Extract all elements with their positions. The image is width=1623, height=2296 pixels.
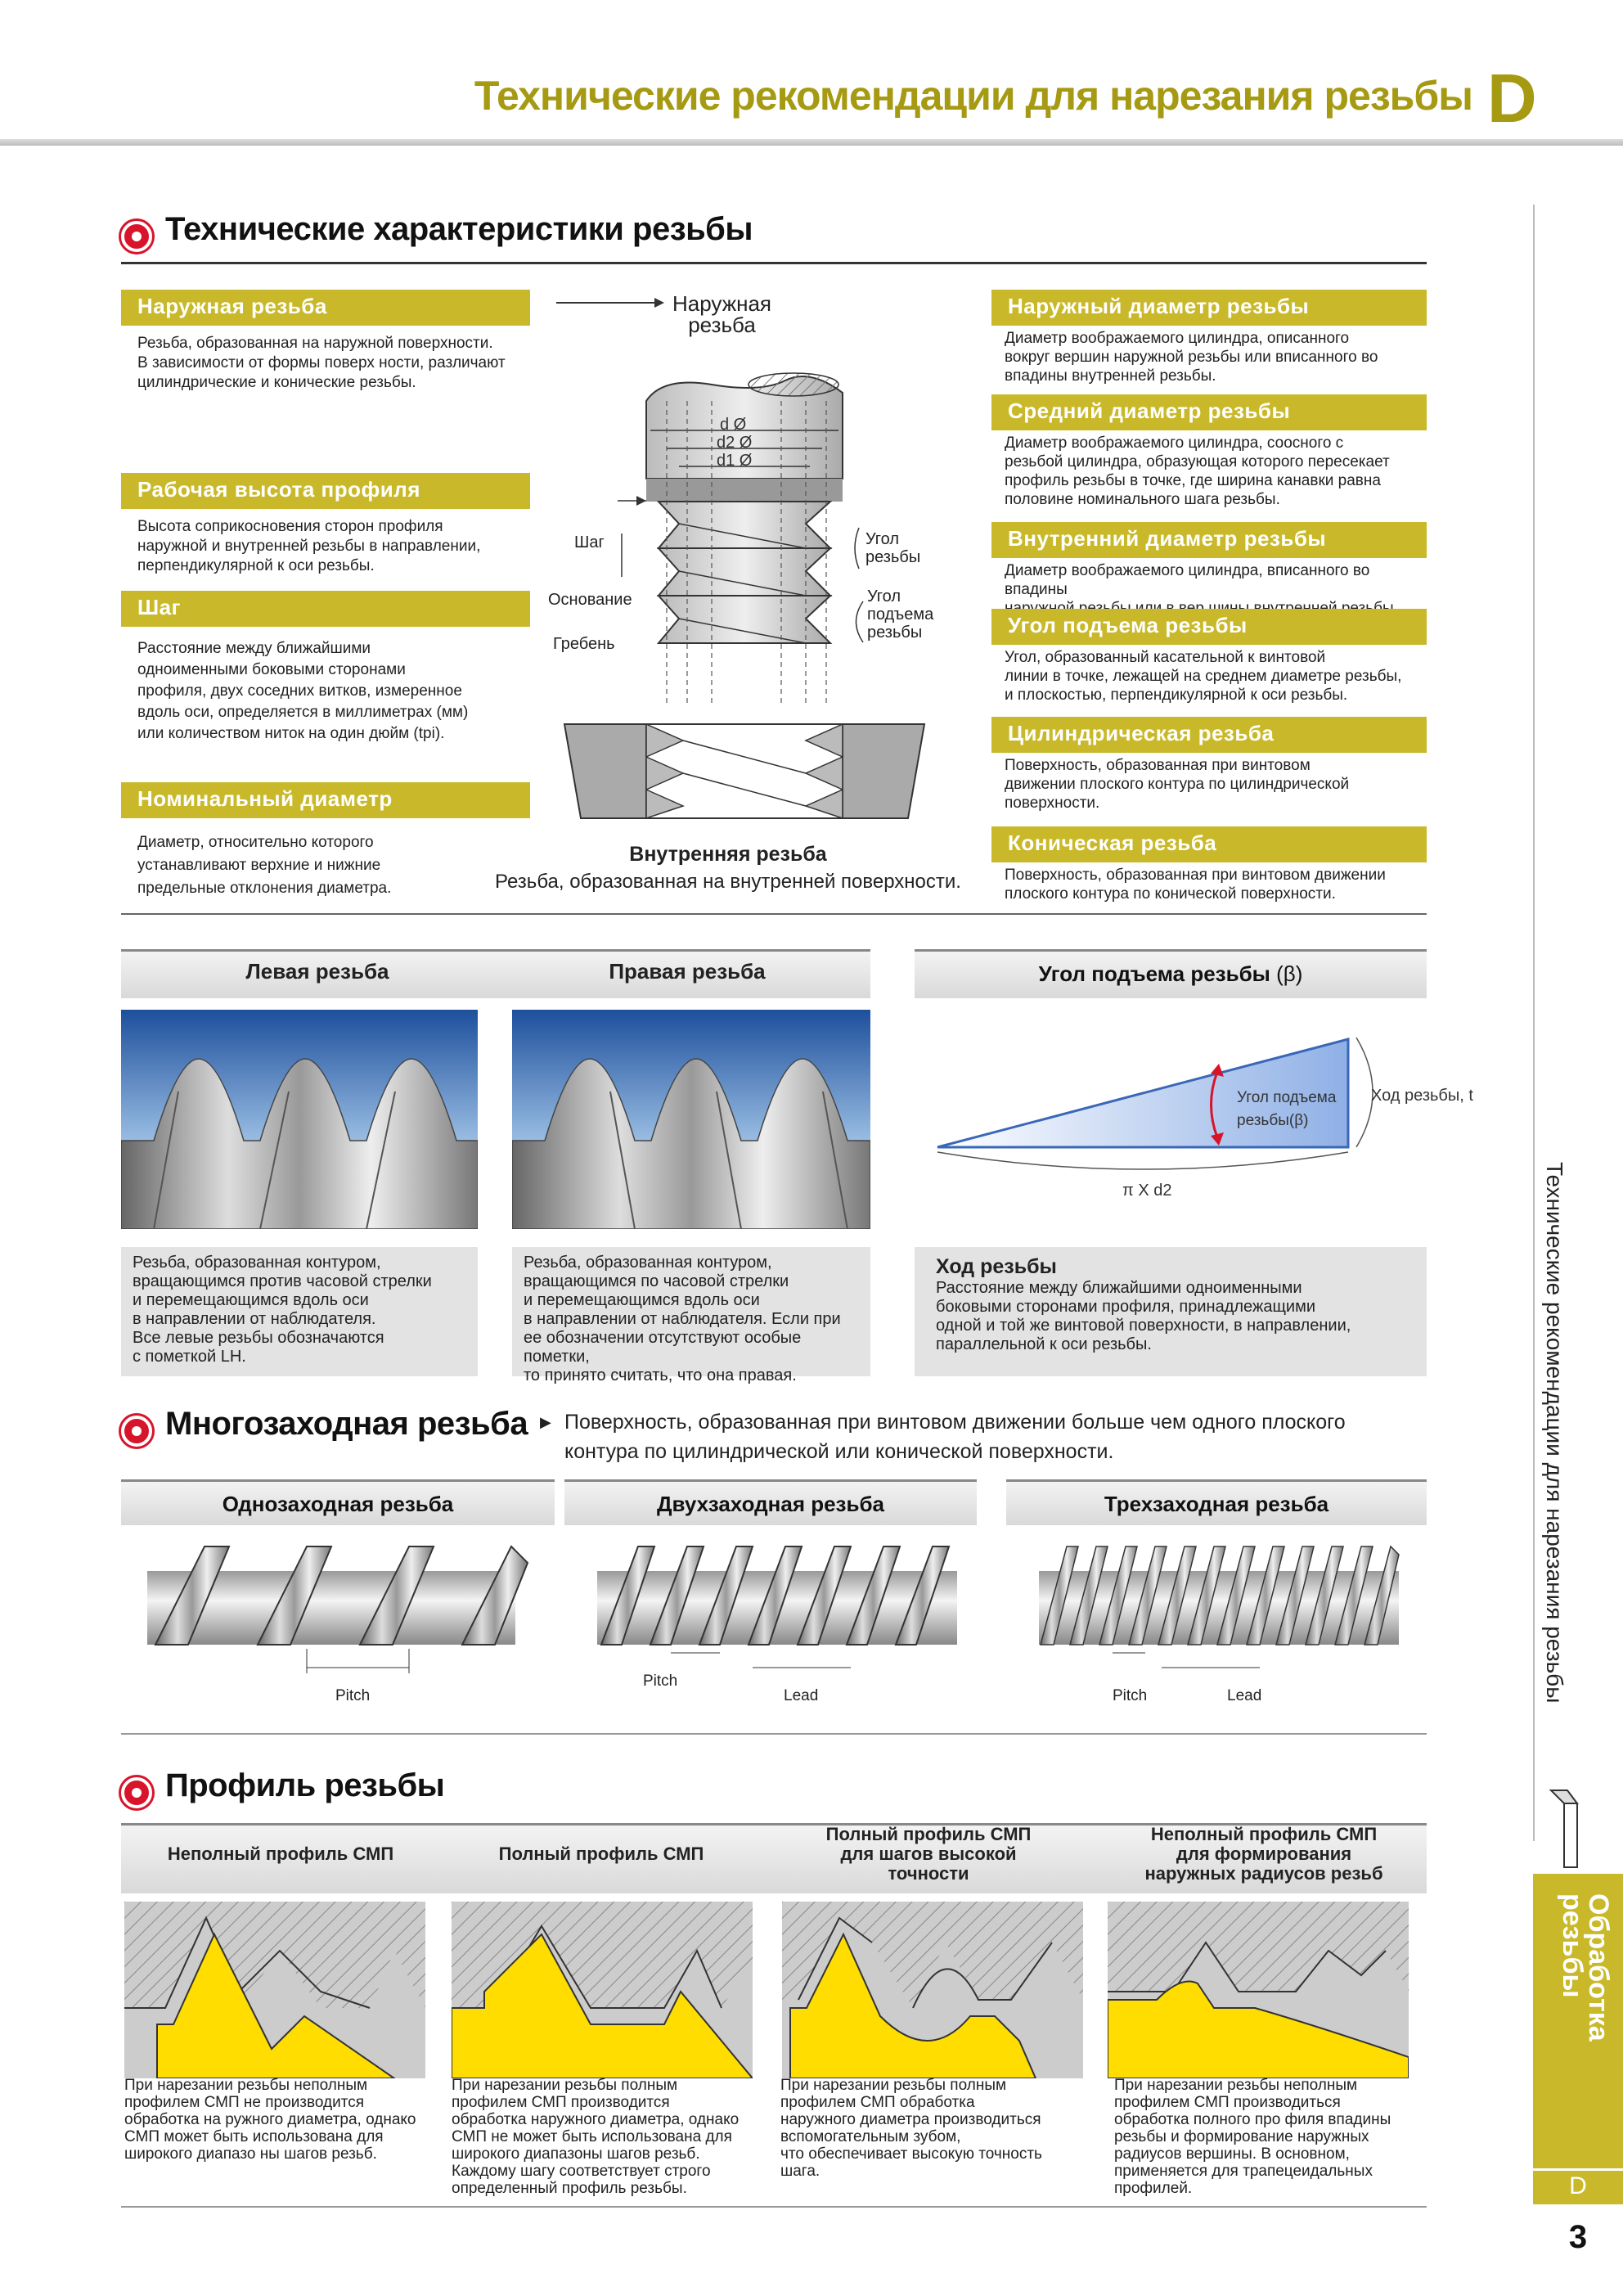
def-title: Средний диаметр резьбы bbox=[991, 394, 1427, 430]
profile-title-2: Полный профиль СМП bbox=[498, 1844, 704, 1864]
def-text: Диаметр воображаемого цилиндра, соосного с резьбой цилиндра, образующая которого пересекает профиль резьбы в точке, где ширина канавки равна половине номинального шага резьбы. bbox=[1005, 434, 1390, 508]
section-rule bbox=[121, 262, 1427, 264]
sidebar-letter: D bbox=[1533, 2168, 1623, 2204]
def-minor-diameter bbox=[991, 522, 1427, 618]
multi-header-2: Двухзаходная резьба bbox=[564, 1479, 977, 1525]
def-title: Цилиндрическая резьба bbox=[991, 717, 1427, 753]
diagram-angle: Угол резьбы bbox=[865, 530, 921, 566]
def-title: Угол подъема резьбы bbox=[991, 609, 1427, 645]
diagram-ext-label: Наружная резьба bbox=[672, 291, 771, 337]
chapter-letter: D bbox=[1487, 60, 1537, 137]
profile-text-2: При нарезании резьбы полным профилем СМП производится обработка наружного диаметра, однако СМП не может быть использована для широкого диапазоны шагов резьб. Каждому шагу соответствует строго определенный профиль резьбы. bbox=[452, 2077, 740, 2197]
def-title: Наружный диаметр резьбы bbox=[991, 290, 1427, 326]
diagram-lead-angle: Угол подъема резьбы bbox=[867, 588, 934, 642]
def-text: Диаметр воображаемого цилиндра, описанного вокруг вершин наружной резьбы или вписанного во впадины внутренней резьбы. bbox=[1005, 330, 1378, 385]
def-pitch bbox=[121, 591, 530, 745]
def-title: Номинальный диаметр bbox=[121, 782, 530, 818]
lead-box-text: Расстояние между ближайшими одноименными боковыми сторонами профиля, принадлежащими одной и той же винтовой поверхности, в направлении, параллельной к оси резьбы. bbox=[936, 1279, 1351, 1353]
section-rule-multi bbox=[121, 1733, 1427, 1735]
section-title-multi: Многозаходная резьба bbox=[121, 1406, 528, 1447]
def-major-diameter bbox=[991, 290, 1427, 385]
profile-image-4 bbox=[1108, 1902, 1409, 2078]
def-text: Поверхность, образованная при винтовом движении плоского контура по цилиндрической поверхности. bbox=[1005, 757, 1350, 812]
double-pitch-label: Pitch bbox=[643, 1672, 678, 1690]
lead-box bbox=[915, 1247, 1427, 1376]
single-pitch-label: Pitch bbox=[335, 1687, 371, 1704]
page-number: 3 bbox=[1568, 2219, 1588, 2255]
diagram-base: Основание bbox=[548, 591, 632, 609]
def-title: Внутренний диаметр резьбы bbox=[991, 522, 1427, 558]
left-hand-text: Резьба, образованная контуром, вращающимся против часовой стрелки и перемещающимся вдоль оси в направлении от наблюдателя. Все левые резьбы обозначаются с пометкой LH. bbox=[121, 1247, 478, 1376]
triple-pitch-label: Pitch bbox=[1113, 1687, 1148, 1704]
def-text: Высота соприкосновения сторон профиля наружной и внутренней резьбы в направлении, перпендикулярной к оси резьбы. bbox=[137, 518, 481, 574]
double-start-image bbox=[589, 1530, 965, 1694]
double-lead-label: Lead bbox=[784, 1687, 819, 1704]
multi-intro-text: Поверхность, образованная при винтовом движении больше чем одного плоского контура по цилиндрической или конической поверхности. bbox=[564, 1411, 1346, 1463]
def-profile-height bbox=[121, 473, 530, 576]
section-rule-bottom bbox=[121, 913, 1427, 915]
def-external-thread bbox=[121, 290, 530, 393]
profile-text-4: При нарезании резьбы неполным профилем СМП производиться обработка полного про филя впадины резьбы и формирование наружных радиусов вершины. В основном, применяется для трапецеидальных профилей. bbox=[1114, 2077, 1391, 2197]
lead-angle-header bbox=[915, 949, 1427, 998]
def-text: Угол, образованный касательной к винтовой линии в точке, лежащей на среднем диаметре резьбы, и плоскостью, перпендикулярной к оси резьбы. bbox=[1005, 649, 1402, 704]
diagram-pitch: Шаг bbox=[574, 533, 605, 551]
profile-text-3: При нарезании резьбы полным профилем СМП обработка наружного диаметра производиться вспомогательным зубом, что обеспечивает высокую точность шага. bbox=[780, 2077, 1042, 2180]
thread-diagram bbox=[524, 278, 998, 851]
profile-text-1: При нарезании резьбы неполным профилем СМП не производится обработка на ружного диаметра, однако СМП может быть использована для широкого диапазо ны шагов резьб. bbox=[124, 2077, 416, 2163]
profile-title-3: Полный профиль СМП для шагов высокой точности bbox=[825, 1824, 1032, 1884]
lead-angle-label: Угол подъема резьбы(β) bbox=[1237, 1089, 1337, 1129]
sidebar-vertical-text: Технические рекомендации для нарезания резьбы bbox=[1542, 1162, 1567, 1704]
triple-start-image bbox=[1031, 1530, 1407, 1694]
tool-icon bbox=[1546, 1787, 1595, 1869]
lead-box-title: Ход резьбы bbox=[936, 1255, 1057, 1278]
bullet-icon bbox=[121, 221, 152, 252]
diagram-d: d Ø bbox=[720, 416, 747, 434]
diagram-d2: d2 Ø bbox=[717, 434, 753, 452]
sidebar-line bbox=[1533, 205, 1535, 1841]
lead-angle-beta: (β) bbox=[1276, 961, 1303, 986]
triple-lead-label: Lead bbox=[1227, 1687, 1262, 1704]
multi-header-1: Однозаходная резьба bbox=[121, 1479, 555, 1525]
def-lead-angle bbox=[991, 609, 1427, 705]
def-text: Резьба, образованная на наружной поверхности. В зависимости от формы поверх ности, различают цилиндрические и конические резьбы. bbox=[137, 335, 506, 391]
def-title: Наружная резьба bbox=[121, 290, 530, 326]
section-rule-profile bbox=[121, 2206, 1427, 2208]
def-pitch-diameter bbox=[991, 394, 1427, 509]
internal-thread-text: Резьба, образованная на внутренней поверхности. bbox=[495, 871, 961, 893]
multi-header-3: Трехзаходная резьба bbox=[1006, 1479, 1427, 1525]
def-title: Рабочая высота профиля bbox=[121, 473, 530, 509]
profile-title-4: Неполный профиль СМП для формирования наружных радиусов резьб bbox=[1144, 1824, 1383, 1884]
left-hand-image bbox=[121, 1010, 478, 1229]
bullet-icon bbox=[121, 1416, 152, 1447]
diagram-crest: Гребень bbox=[553, 635, 615, 653]
section-title-profile: Профиль резьбы bbox=[121, 1767, 444, 1808]
right-hand-text: Резьба, образованная контуром, вращающимся по часовой стрелки и перемещающимся вдоль оси в направлении от наблюдателя. Если при ее обозначении отсутствуют особые пометки, то принято считать, что она правая. bbox=[512, 1247, 870, 1376]
section-title-tech: Технические характеристики резьбы bbox=[121, 211, 753, 252]
lead-angle-diagram bbox=[915, 1015, 1427, 1203]
profile-image-1 bbox=[124, 1902, 425, 2078]
def-text: Диаметр воображаемого цилиндра, вписанного во впадины bbox=[1005, 562, 1370, 598]
def-title: Коническая резьба bbox=[991, 826, 1427, 862]
profile-image-2 bbox=[452, 1902, 753, 2078]
def-title: Шаг bbox=[121, 591, 530, 627]
def-nominal-diameter bbox=[121, 782, 530, 900]
sidebar-tab-label: Обработка резьбы bbox=[1557, 1893, 1614, 2042]
single-start-image bbox=[139, 1530, 532, 1694]
lead-t-label: Ход резьбы, t bbox=[1371, 1087, 1473, 1105]
pi-d2-label: π X d2 bbox=[1122, 1182, 1172, 1200]
lead-angle-title: Угол подъема резьбы bbox=[1038, 961, 1270, 986]
bullet-icon bbox=[121, 1777, 152, 1808]
left-hand-title: Левая резьба bbox=[245, 959, 389, 984]
profile-title-1: Неполный профиль СМП bbox=[167, 1844, 394, 1864]
internal-thread-title: Внутренняя резьба bbox=[629, 843, 827, 866]
header-rule bbox=[0, 139, 1623, 146]
def-text: Диаметр, относительно которого устанавливают верхние и нижние предельные отклонения диаметра. bbox=[137, 834, 392, 897]
def-cylindrical-thread bbox=[991, 717, 1427, 813]
profile-image-3 bbox=[782, 1902, 1083, 2078]
def-text: Расстояние между ближайшими одноименными боковыми сторонами профиля, двух соседних витков, измеренное вдоль оси, определяется в миллиметрах (мм) или количеством ниток на один дюйм (tpi). bbox=[137, 640, 469, 742]
right-hand-image bbox=[512, 1010, 870, 1229]
def-text: Поверхность, образованная при винтовом движении плоского контура по конической поверхности. bbox=[1005, 867, 1386, 903]
triangle-bullet-icon: ▶ bbox=[540, 1414, 551, 1430]
def-taper-thread bbox=[991, 826, 1427, 903]
multi-intro bbox=[540, 1407, 1346, 1466]
diagram-d1: d1 Ø bbox=[717, 452, 753, 470]
page-title: Технические рекомендации для нарезания резьбы bbox=[474, 73, 1472, 119]
right-hand-title: Правая резьба bbox=[609, 959, 766, 984]
